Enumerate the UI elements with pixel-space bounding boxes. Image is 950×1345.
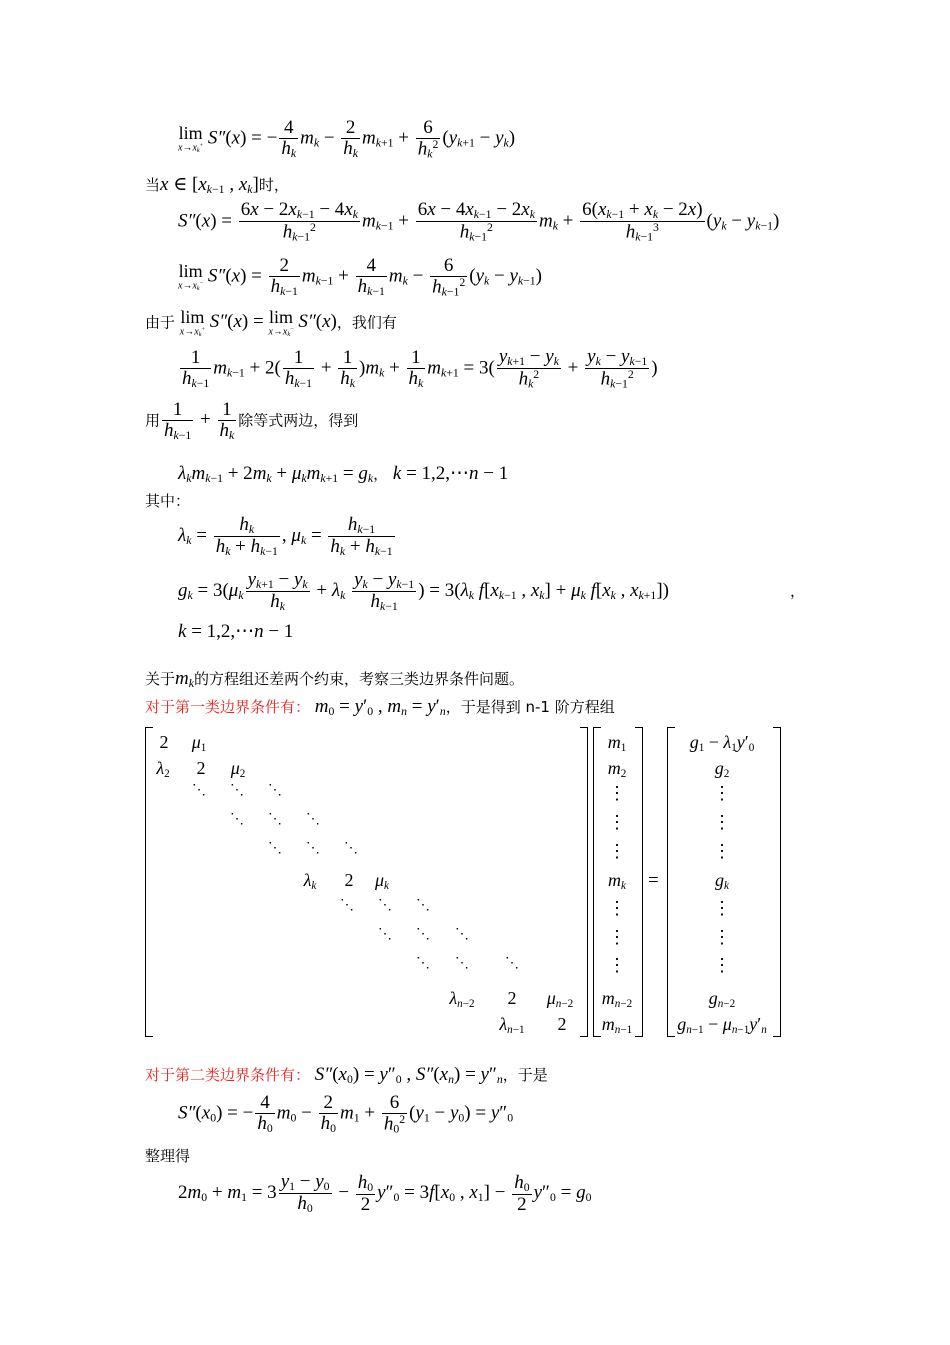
equation-combined: $\frac{1}{h_{k-1}}$ $m_{k-1} + 2$( $\frac{1}{h_{k-1}}$ + $\frac{1}{h_k}$ )$m_k$ + $\frac{1}{h_k}$ $m_{k+1} = 3$( $\frac{y_{k+1} - y_k}{h_k^2}$ + $\frac{y_k - y_{k-1}}{h_{k-1}^2}$ ) <box>182 346 658 391</box>
first-kind-condition: 对于第一类边界条件有： $m_0 = y'_0$ , $m_n = y'_n$，于是得到 n-1 阶方程组 <box>145 696 615 718</box>
equation-s2-x0: $S''(x_0)$ = − $\frac{4}{h_0}$ $m_0$ − $\frac{2}{h_0}$ $m_1$ + $\frac{6}{h_0^2}$ $(y_1 - y_0) = y''_0$ <box>178 1092 514 1136</box>
where-label: 其中： <box>145 492 191 510</box>
divide-statement: 用 $\frac{1}{h_{k-1}}$ + $\frac{1}{h_k}$ 除等式两边，得到 <box>145 399 359 442</box>
coefficient-matrix <box>145 727 588 1037</box>
second-kind-condition: 对于第二类边界条件有： $S''(x_0) = y''_0$ , $S''(x_n) = y''_n$，于是 <box>145 1064 548 1086</box>
interval-condition: 当x ∈ [$x_{k-1}$ , $x_k$]时， <box>145 174 289 196</box>
equation-g-definition: $g_k = 3(\mu_k$ $\frac{y_{k+1} - y_k}{h_k}$ + $\lambda_k$ $\frac{y_k - y_{k-1}}{h_{k-1}}$ ) = $3(\lambda_k$ $f[x_{k-1}$ , $x_k] + \mu_k$ $f[x_k$ , $x_{k+1}$]) <box>178 569 669 614</box>
trailing-comma: ， <box>790 582 806 600</box>
equation-s2-interval: S″(x) = $\frac{6x - 2x_{k-1} - 4x_k}{h_{k-1}^2}$ $m_{k-1}$ + $\frac{6x - 4x_{k-1} - 2x_k}{h_{k-1}^2}$ $m_k$ + $\frac{6(x_{k-1} + x_k - 2x)}{h_{k-1}^3}$ $(y_k - y_{k-1})$ <box>178 199 780 244</box>
continuity-statement: 由于 lim $x\to x_k^+$ S″(x) = lim $x\to x_k^-$ S″(x)，我们有 <box>145 307 397 338</box>
constraint-statement: 关于$m_k$的方程组还差两个约束，考察三类边界条件问题。 <box>145 668 524 690</box>
equation-final: $2m_0 + m_1 = 3$ $\frac{y_1 - y_0}{h_0}$ − $\frac{h_0}{2}$ $y''_0 = 3f[x_0$ , $x_1$] − $\frac{h_0}{2}$ $y''_0 = g_0$ <box>178 1171 592 1216</box>
equation-left-limit: lim $x\to x_k^-$ S″(x) = $\frac{2}{h_{k-1}}$ $m_{k-1}$ + $\frac{4}{h_{k-1}}$ $m_k$ − $\frac{6}{h_{k-1}^2}$ $(y_k - y_{k-1})$ <box>178 255 542 299</box>
equation-lambda-mu: $\lambda_k$ = $\frac{h_k}{h_k + h_{k-1}}$ , $\mu_k$ = $\frac{h_{k-1}}{h_k + h_{k-1}}$ <box>178 514 393 559</box>
k-range: k = 1,2,⋯n − 1 <box>178 621 294 642</box>
equation-right-limit: lim $x\to x_k^+$ S″(x) = − $\frac{4}{h_k}$ $m_k$ − $\frac{2}{h_k}$ $m_{k+1}$ + $\frac{6}{h_k^2}$ $(y_{k+1} - y_k)$ <box>178 117 516 161</box>
organize-label: 整理得 <box>145 1147 191 1165</box>
equals-sign: = <box>648 870 659 891</box>
equation-tridiagonal-row: $\lambda_km_{k-1} + 2m_k + \mu_km_{k+1} = g_k$， k = 1,2,⋯n − 1 <box>178 463 509 485</box>
